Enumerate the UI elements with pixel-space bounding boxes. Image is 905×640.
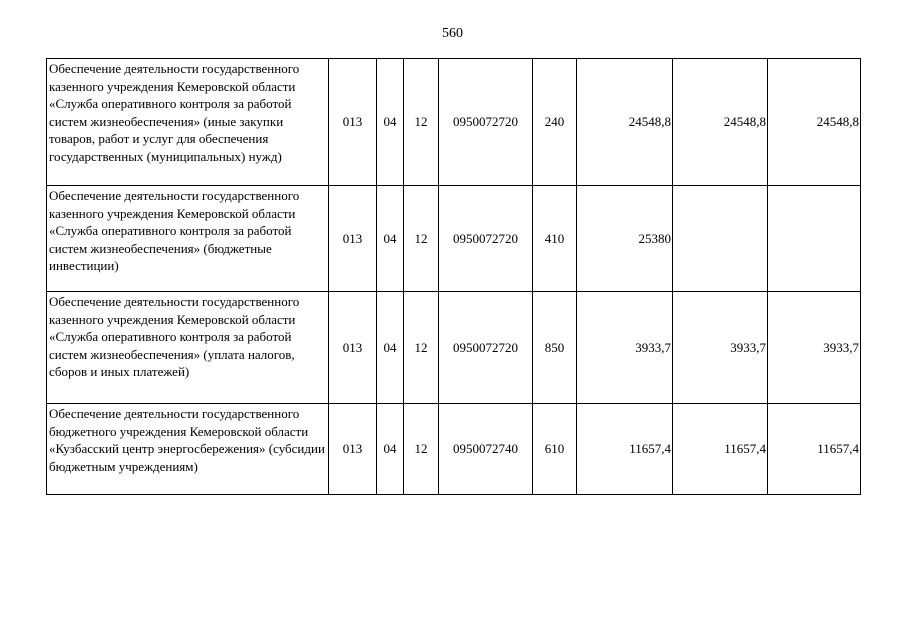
amount-year-3 bbox=[768, 186, 861, 292]
budget-table bbox=[46, 58, 861, 495]
amount-year-3: 11657,4 bbox=[768, 404, 861, 495]
amount-year-1: 25380 bbox=[577, 186, 673, 292]
amount-year-1: 11657,4 bbox=[577, 404, 673, 495]
page-number: 560 bbox=[442, 26, 463, 41]
amount-year-2 bbox=[673, 186, 768, 292]
amount-year-2: 3933,7 bbox=[673, 292, 768, 404]
amount-year-2: 24548,8 bbox=[673, 59, 768, 186]
expense-type-code: 240 bbox=[533, 59, 577, 186]
expense-type-code: 410 bbox=[533, 186, 577, 292]
amount-year-3: 24548,8 bbox=[768, 59, 861, 186]
subsection-code: 12 bbox=[404, 186, 439, 292]
row-description: Обеспечение деятельности государственного казенного учреждения Кемеровской области «Служба оперативного контроля за работой систем жизнеобеспечения» (бюджетные инвестиции) bbox=[47, 186, 329, 292]
table-row bbox=[47, 404, 861, 495]
amount-year-3: 3933,7 bbox=[768, 292, 861, 404]
amount-year-1: 24548,8 bbox=[577, 59, 673, 186]
ministry-code: 013 bbox=[329, 404, 377, 495]
subsection-code: 12 bbox=[404, 292, 439, 404]
row-description: Обеспечение деятельности государственного казенного учреждения Кемеровской области «Служба оперативного контроля за работой систем жизнеобеспечения» (уплата налогов, сборов и иных платежей) bbox=[47, 292, 329, 404]
target-article-code: 0950072720 bbox=[439, 59, 533, 186]
subsection-code: 12 bbox=[404, 404, 439, 495]
amount-year-2: 11657,4 bbox=[673, 404, 768, 495]
row-description: Обеспечение деятельности государственного бюджетного учреждения Кемеровской области «Кузбасский центр энергосбережения» (субсидии бюджетным учреждениям) bbox=[47, 404, 329, 495]
ministry-code: 013 bbox=[329, 59, 377, 186]
section-code: 04 bbox=[377, 59, 404, 186]
table-row bbox=[47, 292, 861, 404]
expense-type-code: 610 bbox=[533, 404, 577, 495]
amount-year-1: 3933,7 bbox=[577, 292, 673, 404]
ministry-code: 013 bbox=[329, 292, 377, 404]
target-article-code: 0950072720 bbox=[439, 186, 533, 292]
section-code: 04 bbox=[377, 186, 404, 292]
section-code: 04 bbox=[377, 404, 404, 495]
target-article-code: 0950072740 bbox=[439, 404, 533, 495]
ministry-code: 013 bbox=[329, 186, 377, 292]
table-row bbox=[47, 186, 861, 292]
table-row bbox=[47, 59, 861, 186]
row-description: Обеспечение деятельности государственного казенного учреждения Кемеровской области «Служба оперативного контроля за работой систем жизнеобеспечения» (иные закупки товаров, работ и услуг для обеспечения государственных (муниципальных) нужд) bbox=[47, 59, 329, 186]
target-article-code: 0950072720 bbox=[439, 292, 533, 404]
section-code: 04 bbox=[377, 292, 404, 404]
subsection-code: 12 bbox=[404, 59, 439, 186]
expense-type-code: 850 bbox=[533, 292, 577, 404]
